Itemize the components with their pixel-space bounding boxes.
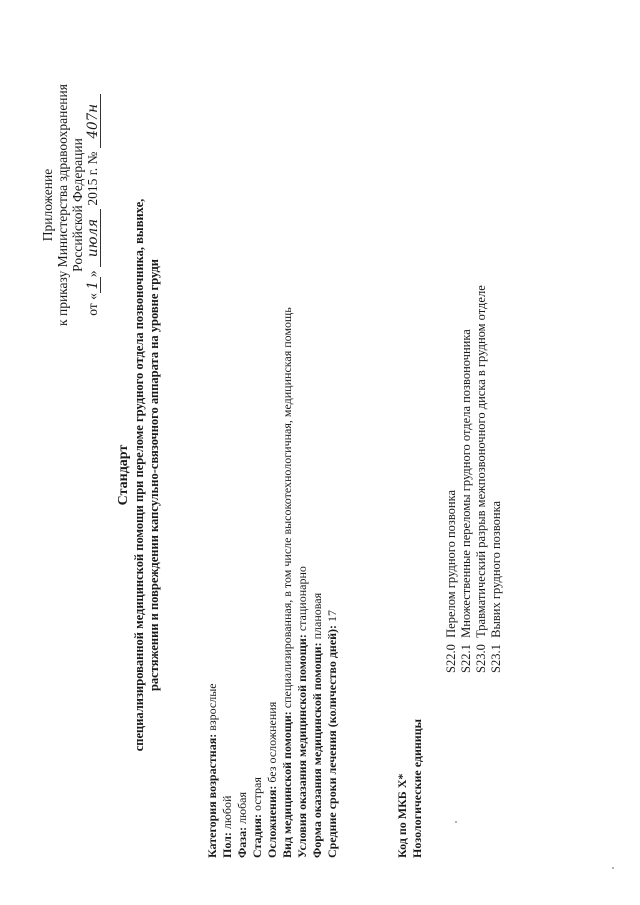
param-label: Вид медицинской помощи: xyxy=(280,711,294,858)
icd-heading xyxy=(395,719,425,858)
appendix-block xyxy=(40,65,101,345)
icd-nosology-label: Нозологические единицы xyxy=(410,718,424,858)
param-row xyxy=(310,138,325,858)
order-date-line xyxy=(85,65,101,345)
param-row xyxy=(265,138,280,858)
icd-code-list xyxy=(444,285,504,673)
param-row xyxy=(205,138,220,858)
order-from: от « xyxy=(85,293,100,316)
param-value: любой xyxy=(220,795,234,833)
icd-description: Травматический разрыв межпозвоночного диска в грудном отделе xyxy=(474,285,488,638)
param-value: взрослые xyxy=(205,683,219,734)
param-row xyxy=(220,138,235,858)
appendix-order-ref: к приказу Министерства здравоохранения xyxy=(55,84,70,326)
icd-code: S23.1 xyxy=(489,644,503,673)
handwritten-order-number: 407н xyxy=(87,94,101,148)
param-label: Осложнения: xyxy=(265,785,279,858)
param-row xyxy=(250,138,265,858)
order-quote-close: » xyxy=(85,270,100,278)
param-label: Форма оказания медицинской помощи: xyxy=(310,642,324,858)
scan-speck xyxy=(455,821,457,823)
appendix-title: Приложение xyxy=(40,168,55,242)
icd-item xyxy=(474,285,489,673)
icd-description: Вывих грудного позвонка xyxy=(489,500,503,638)
param-row xyxy=(325,138,340,858)
icd-item xyxy=(459,285,474,673)
param-value: любая xyxy=(235,791,249,827)
icd-code: S22.0 xyxy=(444,644,458,673)
handwritten-day: 1 xyxy=(87,277,101,293)
param-label: Фаза: xyxy=(235,826,249,858)
param-value: стационарно xyxy=(295,566,309,635)
param-label: Пол: xyxy=(220,832,234,858)
icd-description: Множественные переломы грудного отдела позвоночника xyxy=(459,329,473,638)
param-value: без осложнения xyxy=(265,701,279,786)
param-label: Категория возрастная: xyxy=(205,733,219,858)
param-row xyxy=(280,138,295,858)
icd-item xyxy=(489,285,504,673)
param-label: Средние сроки лечения (количество дней): xyxy=(325,624,339,858)
param-value: острая xyxy=(250,777,264,814)
icd-code: S23.0 xyxy=(474,644,488,673)
title-line-2: растяжении и повреждении капсульно-связочного аппарата на уровне груди xyxy=(147,259,161,692)
order-year: 2015 г. № xyxy=(85,151,100,206)
icd-code: S22.1 xyxy=(459,644,473,673)
icd-code-label: Код по МКБ X* xyxy=(395,773,409,858)
param-value: 17 xyxy=(325,609,339,625)
scan-speck xyxy=(612,867,614,869)
handwritten-month: июля xyxy=(87,209,101,267)
param-value: специализированная, в том числе высокотехнологичная, медицинская помощь xyxy=(280,307,294,712)
icd-item xyxy=(444,285,459,673)
standard-parameters xyxy=(205,138,340,858)
param-label: Условия оказания медицинской помощи: xyxy=(295,634,309,858)
param-value: плановая xyxy=(310,592,324,643)
icd-description: Перелом грудного позвонка xyxy=(444,489,458,638)
param-label: Стадия: xyxy=(250,813,264,858)
title-line-1: специализированной медицинской помощи при переломе грудного отдела позвоночника, вывихе, xyxy=(132,198,146,752)
standard-title xyxy=(116,85,162,865)
param-row xyxy=(235,138,250,858)
param-row xyxy=(295,138,310,858)
title-heading: Стандарт xyxy=(116,444,131,506)
appendix-federation: Российской Федерации xyxy=(70,138,85,272)
